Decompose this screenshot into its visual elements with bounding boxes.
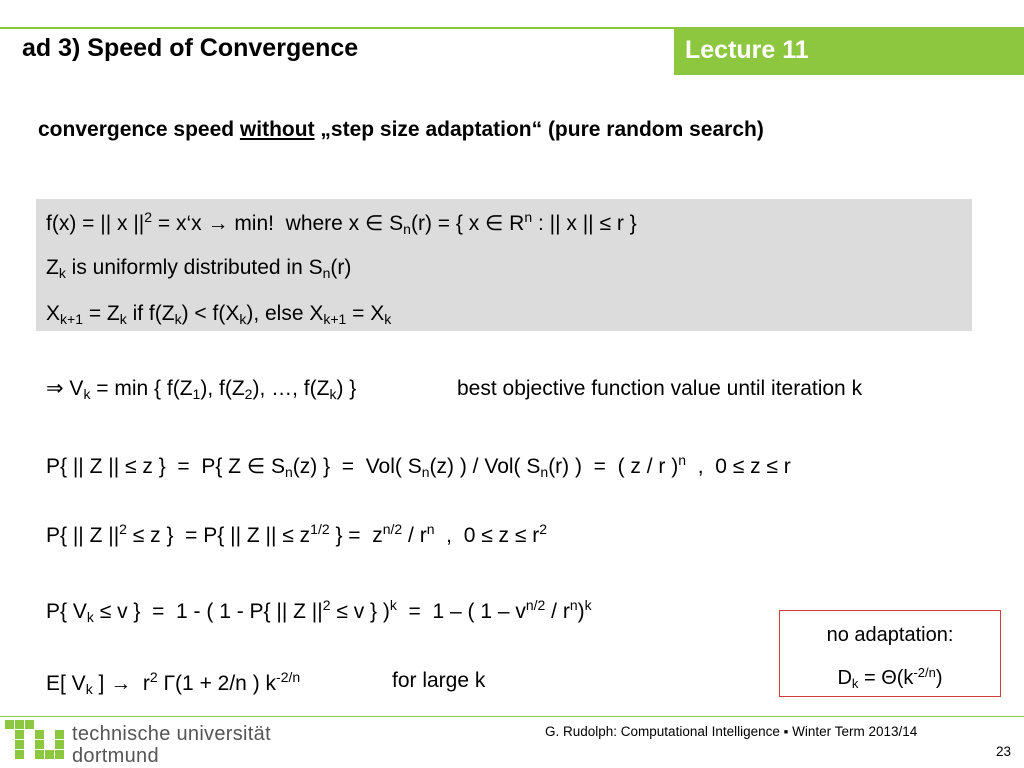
lecture-label: Lecture 11	[685, 36, 809, 64]
definition-line-3: $X_{k+1} = Z_k$ if $f(Z_k) < f(X_k)$, else $X_{k+1} = X_k$	[46, 302, 392, 327]
expectation-equation: E[ $V_k$ ] → $r^2$ Γ(1 + 2/n ) $k^{-2/n}$	[46, 669, 301, 697]
footer-text: G. Rudolph: Computational Intelligence ▪ Winter Term 2013/14	[545, 724, 918, 739]
university-name-line-2: dortmund	[72, 745, 159, 767]
slide-title: ad 3) Speed of Convergence	[22, 34, 359, 62]
tu-logo-icon	[4, 717, 66, 765]
no-adaptation-label: no adaptation:	[826, 624, 954, 646]
no-adaptation-formula: $D_k = \Theta(k^{-2/n})$	[837, 665, 943, 691]
definition-line-2: $Z_k$ is uniformly distributed in $S_n(r)$	[46, 256, 352, 281]
no-adaptation-box	[779, 610, 1001, 697]
probability-equation-2: P{ || Z $||^2 \le z$ } = P{ || Z || ≤ $z^{1/2}$ } = $z^{n/2} / r^n$ , $0 \le z \le r^2$	[46, 521, 548, 547]
probability-equation-1: P{ || Z || ≤ z } = P{ Z ∈ $S_n(z)$ } = Vol( $S_n(z)$ ) / Vol( $S_n(r)$ ) = ( z / r )$^n$ , 0 ≤ z ≤ r	[46, 452, 791, 480]
definition-line-1: f(x) = || x $||^2$ = x‘x → min! where x ∈ $S_n(r)$ = { x ∈ $R^n$ : || x || ≤ r }	[46, 209, 637, 237]
page-number: 23	[996, 744, 1012, 759]
headline-part3: „step size adaptation“ (pure random search)	[314, 118, 764, 141]
vk-note: best objective function value until iteration k	[457, 377, 863, 400]
slide-headline	[38, 118, 764, 142]
vk-equation: ⇒ $V_k = \min$ { $f(Z_1)$, $f(Z_2)$, …, $f(Z_k)$ }	[46, 377, 357, 402]
headline-part1: convergence speed	[38, 118, 240, 141]
headline-emphasis: without	[239, 118, 315, 141]
footer-rule	[0, 716, 1024, 717]
probability-equation-3: P{ $V_k \le v$ } = 1 - ( 1 - P{ || Z $||^2 \le v$ } )$^k$ = 1 – ( $1 - v^{n/2} / r^n)^k$	[46, 597, 592, 625]
expectation-note: for large k	[392, 669, 486, 692]
university-name-line-1: technische universität	[72, 723, 271, 745]
